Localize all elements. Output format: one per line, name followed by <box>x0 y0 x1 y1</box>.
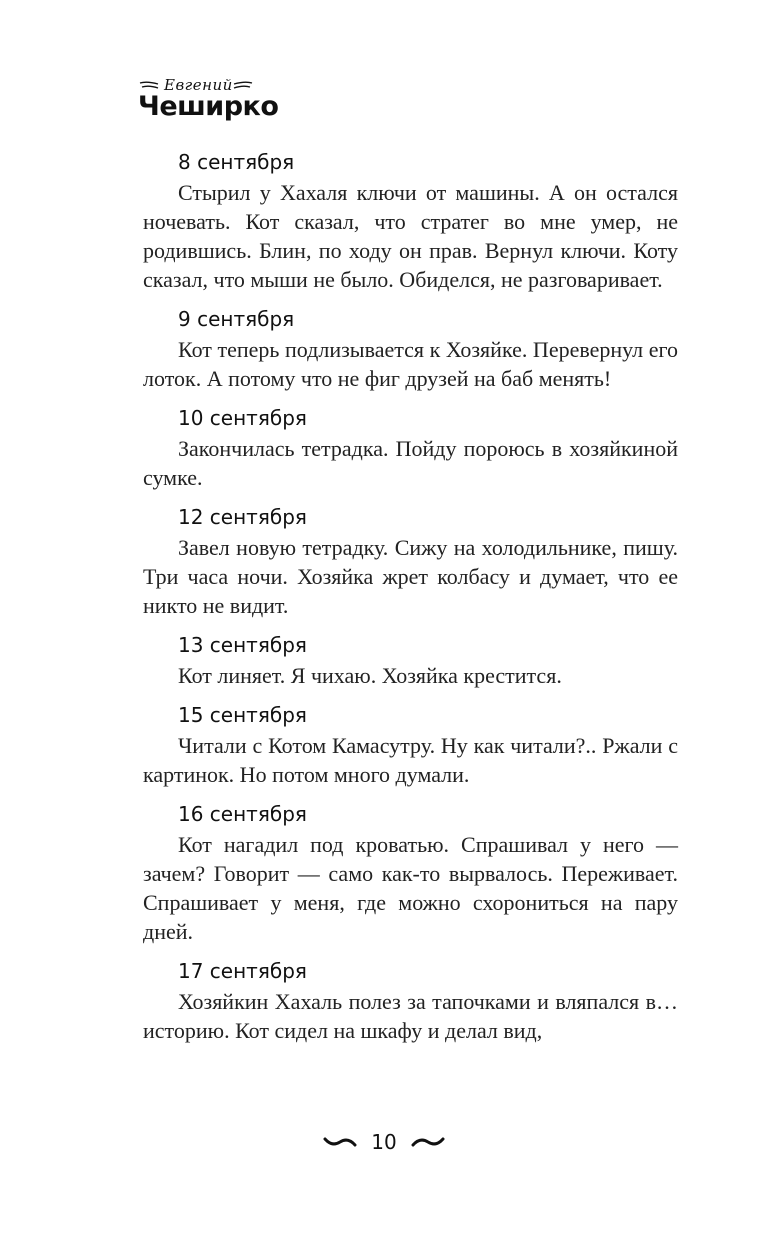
diary-entry <box>143 800 678 946</box>
wave-ornament-icon <box>411 1135 445 1149</box>
entry-text: Закончилась тетрадка. Пойду пороюсь в хозяйкиной сумке. <box>143 436 678 490</box>
author-last-name: Чеширко <box>138 91 279 122</box>
entry-text: Кот теперь подлизывается к Хозяйке. Перевернул его лоток. А потому что не фиг друзей на баб менять! <box>143 337 678 391</box>
diary-content <box>143 148 678 1056</box>
diary-entry <box>143 503 678 620</box>
diary-entry <box>143 957 678 1045</box>
diary-entry <box>143 148 678 294</box>
entry-text: Читали с Котом Камасутру. Ну как читали?.. Ржали с картинок. Но потом много думали. <box>143 733 678 787</box>
entry-date: 9 сентября <box>178 307 295 331</box>
entry-text: Стырил у Хахаля ключи от машины. А он остался ночевать. Кот сказал, что стратег во мне умер, не родившись. Блин, по ходу он прав. Вернул ключи. Коту сказал, что мыши не было. Обиделся, не разговаривает. <box>143 180 678 292</box>
entry-date: 17 сентября <box>178 959 307 983</box>
author-first-name: Евгений <box>164 76 233 94</box>
entry-date: 15 сентября <box>178 703 307 727</box>
entry-text: Кот линяет. Я чихаю. Хозяйка крестится. <box>178 663 562 688</box>
entry-date: 8 сентября <box>178 150 295 174</box>
entry-text: Завел новую тетрадку. Сижу на холодильнике, пишу. Три часа ночи. Хозяйка жрет колбасу и думает, что ее никто не видит. <box>143 535 678 618</box>
page-footer <box>0 1125 768 1159</box>
diary-entry <box>143 701 678 789</box>
entry-text: Кот нагадил под кроватью. Спрашивал у него — зачем? Говорит — само как-то вырвалось. Переживает. Спрашивает у меня, где можно схорониться на пару дней. <box>143 832 678 944</box>
diary-entry <box>143 631 678 690</box>
entry-date: 16 сентября <box>178 802 307 826</box>
entry-date: 13 сентября <box>178 633 307 657</box>
entry-date: 12 сентября <box>178 505 307 529</box>
entry-date: 10 сентября <box>178 406 307 430</box>
wave-ornament-icon <box>323 1135 357 1149</box>
author-logo <box>138 76 279 128</box>
entry-text: Хозяйкин Хахаль полез за тапочками и вляпался в… историю. Кот сидел на шкафу и делал вид, <box>143 989 678 1043</box>
page-number: 10 <box>371 1130 397 1154</box>
diary-entry <box>143 305 678 393</box>
diary-entry <box>143 404 678 492</box>
